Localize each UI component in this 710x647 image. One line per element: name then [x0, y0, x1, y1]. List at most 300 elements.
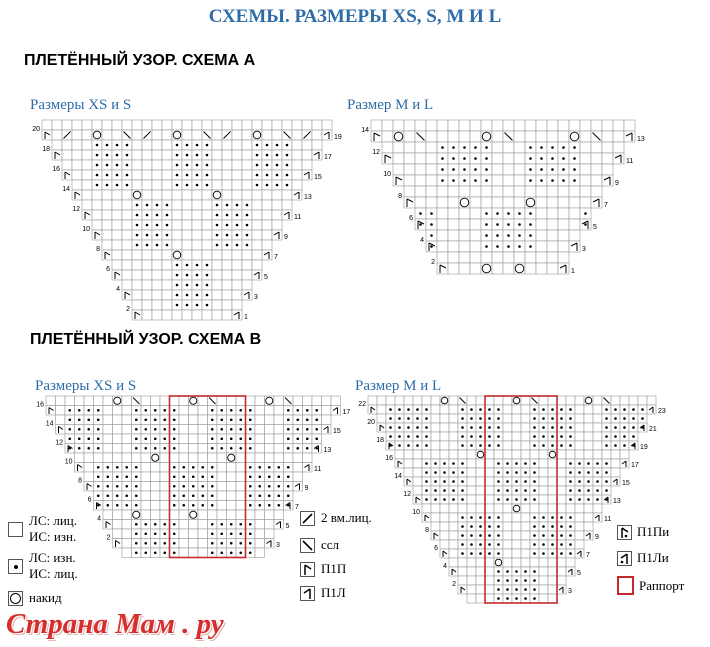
chart-cell	[426, 186, 437, 197]
chart-cell	[242, 180, 252, 190]
dot-mark	[485, 179, 488, 182]
dot-mark	[249, 475, 252, 478]
chart-cell	[548, 585, 557, 594]
chart-cell	[255, 529, 265, 539]
chart-cell	[557, 486, 566, 495]
row-number: 18	[376, 437, 384, 444]
chart-cell	[440, 441, 449, 450]
dot-mark	[154, 532, 157, 535]
chart-cell	[170, 510, 180, 520]
chart-cell	[242, 170, 252, 180]
dot-mark	[163, 437, 166, 440]
chart-cell	[152, 190, 162, 200]
row-number: 10	[64, 458, 73, 466]
chart-cell	[122, 230, 132, 240]
chart-cell	[272, 220, 282, 230]
dot-mark	[268, 466, 271, 469]
chart-cell	[132, 140, 142, 150]
dot-mark	[126, 184, 129, 187]
chart-cell	[470, 131, 481, 142]
dot-mark	[249, 523, 252, 526]
dot-mark	[533, 417, 536, 420]
chart-cell	[72, 190, 82, 200]
dot-mark	[287, 437, 290, 440]
chart-cell	[575, 414, 584, 423]
dot-mark	[497, 426, 500, 429]
dot-mark	[173, 475, 176, 478]
chart-cell	[236, 491, 246, 501]
chart-cell	[227, 482, 237, 492]
dot-mark	[452, 179, 455, 182]
left-slant-icon	[300, 538, 315, 553]
dot-mark	[196, 304, 199, 307]
chart-cell	[172, 240, 182, 250]
dot-mark	[116, 466, 119, 469]
chart-cell	[142, 150, 152, 160]
chart-cell	[122, 210, 132, 220]
dot-mark	[211, 523, 214, 526]
chart-cell	[448, 120, 459, 131]
chart-cell	[212, 260, 222, 270]
dot-mark	[488, 552, 491, 555]
dot-mark	[277, 485, 280, 488]
row-number: 19	[334, 134, 342, 141]
dot-mark	[258, 504, 261, 507]
dot-mark	[249, 504, 252, 507]
chart-cell	[584, 504, 593, 513]
chart-cell	[476, 477, 485, 486]
chart-cell	[103, 510, 113, 520]
row-number: 2	[106, 534, 111, 542]
row-number: 6	[87, 496, 92, 504]
dot-mark	[154, 447, 157, 450]
dot-mark	[551, 552, 554, 555]
chart-cell	[512, 450, 521, 459]
chart-cell	[566, 450, 575, 459]
chart-cell	[272, 210, 282, 220]
m1lp-icon	[617, 551, 632, 566]
dot-mark	[614, 444, 617, 447]
chart-cell	[467, 504, 476, 513]
dot-mark	[407, 435, 410, 438]
chart-cell	[485, 459, 494, 468]
chart-cell	[536, 120, 547, 131]
dot-mark	[560, 525, 563, 528]
dot-mark	[126, 164, 129, 167]
chart-cell	[395, 450, 404, 459]
scheme-a-left-chart	[26, 118, 346, 323]
chart-cell	[82, 130, 92, 140]
dot-mark	[596, 462, 599, 465]
chart-cell	[246, 396, 256, 406]
chart-cell	[558, 197, 569, 208]
chart-cell	[459, 120, 470, 131]
chart-cell	[242, 140, 252, 150]
chart-cell	[539, 576, 548, 585]
chart-cell	[382, 142, 393, 153]
dot-mark	[461, 525, 464, 528]
chart-cell	[536, 219, 547, 230]
chart-cell	[189, 434, 199, 444]
chart-cell	[232, 190, 242, 200]
dot-mark	[596, 498, 599, 501]
chart-cell	[575, 540, 584, 549]
chart-cell	[202, 250, 212, 260]
chart-cell	[437, 197, 448, 208]
dot-mark	[135, 428, 138, 431]
chart-cell	[255, 444, 265, 454]
chart-cell	[182, 250, 192, 260]
dot-mark	[144, 551, 147, 554]
dot-mark	[425, 462, 428, 465]
dot-mark	[569, 462, 572, 465]
chart-cell	[293, 472, 303, 482]
dot-mark	[116, 144, 119, 147]
chart-cell	[132, 150, 142, 160]
dot-mark	[176, 274, 179, 277]
dot-mark	[246, 234, 249, 237]
row-number: 9	[615, 180, 619, 187]
chart-cell	[514, 175, 525, 186]
chart-cell	[525, 252, 536, 263]
chart-cell	[227, 510, 237, 520]
chart-cell	[331, 396, 341, 406]
chart-cell	[252, 250, 262, 260]
row-number: 10	[82, 226, 90, 233]
chart-cell	[613, 142, 624, 153]
row-number: 12	[55, 439, 63, 447]
dot-mark	[398, 408, 401, 411]
chart-cell	[580, 120, 591, 131]
chart-cell	[198, 444, 208, 454]
dot-mark	[470, 417, 473, 420]
dot-mark	[430, 212, 433, 215]
chart-cell	[322, 130, 332, 140]
chart-cell	[122, 548, 132, 558]
chart-cell	[142, 270, 152, 280]
chart-cell	[467, 468, 476, 477]
dot-mark	[154, 542, 157, 545]
dot-mark	[186, 144, 189, 147]
dot-mark	[461, 417, 464, 420]
chart-cell	[179, 520, 189, 530]
dot-mark	[135, 523, 138, 526]
chart-cell	[255, 434, 265, 444]
chart-cell	[132, 160, 142, 170]
dot-mark	[542, 408, 545, 411]
chart-cell	[255, 520, 265, 530]
chart-cell	[512, 405, 521, 414]
dot-mark	[434, 462, 437, 465]
dot-mark	[135, 551, 138, 554]
chart-cell	[265, 406, 275, 416]
chart-cell	[172, 210, 182, 220]
dot-mark	[173, 542, 176, 545]
dot-mark	[551, 543, 554, 546]
chart-cell	[426, 131, 437, 142]
dot-mark	[287, 494, 290, 497]
chart-cell	[422, 513, 431, 522]
dot-mark	[192, 494, 195, 497]
dot-mark	[540, 146, 543, 149]
dot-mark	[506, 489, 509, 492]
row-number: 11	[604, 516, 612, 523]
chart-cell	[102, 220, 112, 230]
dot-mark	[497, 579, 500, 582]
scheme-a-right-size-label: Размер M и L	[347, 97, 434, 113]
chart-cell	[485, 486, 494, 495]
chart-cell	[246, 453, 256, 463]
chart-cell	[92, 220, 102, 230]
dot-mark	[96, 174, 99, 177]
dot-mark	[196, 144, 199, 147]
chart-cell	[52, 140, 62, 150]
dot-mark	[196, 284, 199, 287]
dot-mark	[163, 447, 166, 450]
chart-cell	[262, 190, 272, 200]
chart-cell	[440, 531, 449, 540]
chart-cell	[575, 549, 584, 558]
dot-mark	[398, 426, 401, 429]
dot-mark	[68, 418, 71, 421]
dot-mark	[156, 224, 159, 227]
chart-cell	[292, 130, 302, 140]
dot-square-icon	[8, 559, 23, 574]
chart-cell	[548, 486, 557, 495]
dot-mark	[470, 543, 473, 546]
dot-mark	[87, 437, 90, 440]
dot-mark	[144, 523, 147, 526]
chart-cell	[371, 131, 382, 142]
dot-mark	[524, 588, 527, 591]
chart-cell	[431, 441, 440, 450]
chart-cell	[236, 501, 246, 511]
legend-ssk	[300, 537, 339, 553]
dot-mark	[569, 489, 572, 492]
dot-mark	[518, 245, 521, 248]
chart-cell	[322, 406, 332, 416]
dot-mark	[182, 485, 185, 488]
chart-cell	[386, 396, 395, 405]
chart-cell	[103, 425, 113, 435]
dot-mark	[211, 475, 214, 478]
chart-cell	[282, 200, 292, 210]
chart-cell	[312, 130, 322, 140]
chart-cell	[539, 495, 548, 504]
dot-mark	[144, 447, 147, 450]
dot-mark	[560, 426, 563, 429]
dot-mark	[569, 417, 572, 420]
chart-cell	[431, 450, 440, 459]
dot-mark	[605, 444, 608, 447]
chart-cell	[440, 450, 449, 459]
dot-mark	[518, 223, 521, 226]
chart-cell	[557, 567, 566, 576]
chart-cell	[122, 434, 132, 444]
dot-mark	[125, 466, 128, 469]
chart-cell	[222, 250, 232, 260]
dot-mark	[116, 475, 119, 478]
dot-mark	[515, 471, 518, 474]
chart-cell	[459, 252, 470, 263]
dot-mark	[116, 184, 119, 187]
chart-cell	[75, 463, 85, 473]
chart-cell	[521, 423, 530, 432]
chart-cell	[566, 558, 575, 567]
dot-mark	[315, 428, 318, 431]
dot-mark	[506, 588, 509, 591]
dot-mark	[236, 214, 239, 217]
chart-cell	[265, 529, 275, 539]
chart-cell	[103, 444, 113, 454]
chart-cell	[566, 504, 575, 513]
chart-cell	[152, 180, 162, 190]
dot-mark	[68, 409, 71, 412]
chart-cell	[512, 423, 521, 432]
dot-mark	[485, 223, 488, 226]
dot-mark	[135, 466, 138, 469]
dot-mark	[226, 204, 229, 207]
chart-cell	[75, 396, 85, 406]
chart-cell	[624, 131, 635, 142]
chart-cell	[512, 531, 521, 540]
chart-cell	[265, 425, 275, 435]
dot-mark	[485, 212, 488, 215]
dot-mark	[560, 435, 563, 438]
dot-mark	[562, 179, 565, 182]
dot-mark	[211, 551, 214, 554]
dot-mark	[201, 485, 204, 488]
chart-cell	[557, 558, 566, 567]
chart-cell	[262, 130, 272, 140]
row-number: 8	[425, 527, 429, 534]
chart-cell	[92, 230, 102, 240]
chart-cell	[82, 210, 92, 220]
chart-cell	[62, 150, 72, 160]
chart-cell	[112, 120, 122, 130]
chart-cell	[322, 425, 332, 435]
dot-mark	[605, 417, 608, 420]
chart-cell	[558, 186, 569, 197]
chart-cell	[448, 186, 459, 197]
dot-mark	[136, 204, 139, 207]
chart-cell	[494, 504, 503, 513]
row-number: 9	[284, 234, 288, 241]
chart-cell	[282, 120, 292, 130]
chart-cell	[448, 131, 459, 142]
chart-cell	[404, 197, 415, 208]
chart-cell	[602, 450, 611, 459]
chart-cell	[182, 210, 192, 220]
dot-mark	[206, 144, 209, 147]
chart-cell	[312, 396, 322, 406]
dot-mark	[230, 447, 233, 450]
dot-mark	[470, 552, 473, 555]
dot-mark	[533, 579, 536, 582]
dot-mark	[286, 174, 289, 177]
dot-mark	[497, 525, 500, 528]
chart-cell	[292, 190, 302, 200]
dot-mark	[529, 223, 532, 226]
row-number: 12	[403, 491, 411, 498]
chart-cell	[431, 405, 440, 414]
chart-cell	[265, 520, 275, 530]
dot-mark	[533, 534, 536, 537]
chart-cell	[222, 190, 232, 200]
dot-mark	[623, 435, 626, 438]
dot-mark	[529, 168, 532, 171]
dot-mark	[176, 154, 179, 157]
chart-cell	[172, 190, 182, 200]
chart-cell	[141, 501, 151, 511]
dot-mark	[186, 264, 189, 267]
chart-cell	[593, 504, 602, 513]
chart-cell	[56, 415, 66, 425]
chart-cell	[142, 190, 152, 200]
chart-cell	[521, 513, 530, 522]
chart-cell	[492, 164, 503, 175]
dot-mark	[430, 223, 433, 226]
chart-cell	[208, 510, 218, 520]
chart-cell	[426, 175, 437, 186]
dot-mark	[163, 523, 166, 526]
chart-cell	[539, 450, 548, 459]
dot-mark	[192, 485, 195, 488]
dot-mark	[97, 428, 100, 431]
dot-mark	[569, 435, 572, 438]
chart-cell	[227, 491, 237, 501]
chart-cell	[132, 260, 142, 270]
chart-cell	[179, 453, 189, 463]
chart-cell	[440, 504, 449, 513]
dot-mark	[398, 444, 401, 447]
dot-mark	[249, 532, 252, 535]
chart-cell	[152, 130, 162, 140]
chart-cell	[503, 186, 514, 197]
dot-mark	[249, 494, 252, 497]
chart-cell	[242, 260, 252, 270]
dot-mark	[78, 437, 81, 440]
dot-mark	[196, 174, 199, 177]
chart-cell	[593, 450, 602, 459]
chart-cell	[113, 434, 123, 444]
dot-mark	[578, 498, 581, 501]
chart-cell	[512, 513, 521, 522]
dot-mark	[463, 179, 466, 182]
row-number: 8	[78, 477, 82, 485]
chart-cell	[437, 120, 448, 131]
dot-mark	[533, 408, 536, 411]
dot-mark	[632, 417, 635, 420]
dot-mark	[216, 234, 219, 237]
chart-cell	[189, 453, 199, 463]
dot-mark	[239, 437, 242, 440]
chart-cell	[255, 425, 265, 435]
chart-cell	[512, 522, 521, 531]
chart-cell	[440, 432, 449, 441]
chart-cell	[198, 406, 208, 416]
chart-cell	[141, 491, 151, 501]
chart-cell	[252, 270, 262, 280]
dot-mark	[463, 157, 466, 160]
dot-mark	[605, 408, 608, 411]
dot-mark	[497, 471, 500, 474]
chart-cell	[84, 453, 94, 463]
dot-mark	[166, 204, 169, 207]
row-number: 3	[276, 542, 280, 549]
dot-mark	[211, 418, 214, 421]
dot-mark	[507, 223, 510, 226]
